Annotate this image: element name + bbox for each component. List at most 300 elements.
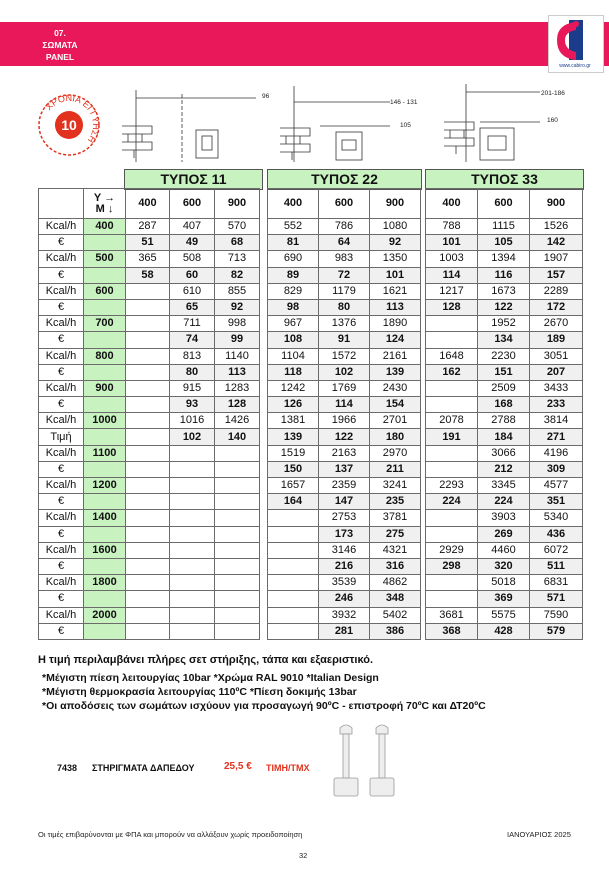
table-row (268, 591, 421, 607)
value-cell: 610 (170, 283, 215, 299)
value-cell: 60 (170, 267, 215, 283)
table-row (268, 526, 421, 542)
table-row (39, 316, 260, 332)
value-cell: 552 (268, 219, 319, 235)
value-cell: 1217 (426, 283, 478, 299)
length-cell (84, 267, 126, 283)
value-cell (126, 575, 170, 591)
unit-label: Kcal/h (39, 542, 84, 558)
value-cell: 3146 (319, 542, 370, 558)
unit-label: Kcal/h (39, 316, 84, 332)
column-height: 900 (215, 189, 260, 219)
value-cell: 4577 (530, 478, 583, 494)
type11-drawing (122, 86, 272, 162)
table-row (268, 413, 421, 429)
value-cell: 92 (215, 299, 260, 315)
accessory-price-unit: ΤΙΜΗ/ΤΜΧ (266, 763, 310, 773)
value-cell: 74 (170, 332, 215, 348)
length-cell (84, 332, 126, 348)
table-row (268, 478, 421, 494)
value-cell: 508 (170, 251, 215, 267)
value-cell (126, 494, 170, 510)
value-cell: 1376 (319, 316, 370, 332)
column-height: 400 (126, 189, 170, 219)
value-cell (426, 316, 478, 332)
floor-stand-image (326, 722, 406, 802)
value-cell: 436 (530, 526, 583, 542)
value-cell: 690 (268, 251, 319, 267)
value-cell: 2670 (530, 316, 583, 332)
value-cell: 1907 (530, 251, 583, 267)
table-row (426, 542, 583, 558)
value-cell: 287 (126, 219, 170, 235)
table-row (426, 267, 583, 283)
value-cell: 49 (170, 235, 215, 251)
value-cell: 1104 (268, 348, 319, 364)
table-row (426, 478, 583, 494)
unit-label: € (39, 591, 84, 607)
unit-label: € (39, 558, 84, 574)
table-row (426, 429, 583, 445)
footer-date: ΙΑΝΟΥΑΡΙΟΣ 2025 (507, 830, 571, 839)
value-cell (426, 380, 478, 396)
value-cell (268, 591, 319, 607)
value-cell: 235 (370, 494, 421, 510)
axis-label (84, 189, 126, 219)
value-cell (170, 494, 215, 510)
value-cell: 147 (319, 494, 370, 510)
table-row (426, 461, 583, 477)
value-cell: 570 (215, 219, 260, 235)
value-cell (268, 542, 319, 558)
table-row (268, 364, 421, 380)
value-cell (215, 478, 260, 494)
value-cell: 172 (530, 299, 583, 315)
value-cell: 711 (170, 316, 215, 332)
warranty-badge (36, 92, 102, 158)
unit-label: Kcal/h (39, 607, 84, 623)
value-cell: 118 (268, 364, 319, 380)
length-cell: 1000 (84, 413, 126, 429)
table-row (39, 575, 260, 591)
value-cell: 207 (530, 364, 583, 380)
column-height: 600 (170, 189, 215, 219)
table-row (39, 542, 260, 558)
value-cell (170, 575, 215, 591)
table-row (268, 397, 421, 413)
chapter-number: 07. (54, 28, 66, 38)
spec-line-2: *Μέγιστη θερμοκρασία λειτουργίας 110ºC *Πίεση δοκιμής 13bar (42, 686, 357, 698)
value-cell (126, 461, 170, 477)
value-cell (215, 526, 260, 542)
value-cell (426, 332, 478, 348)
value-cell: 269 (478, 526, 530, 542)
column-height: 600 (478, 189, 530, 219)
value-cell (426, 510, 478, 526)
value-cell: 233 (530, 397, 583, 413)
value-cell: 154 (370, 397, 421, 413)
unit-label: € (39, 397, 84, 413)
value-cell: 1080 (370, 219, 421, 235)
table-row (268, 461, 421, 477)
value-cell: 5018 (478, 575, 530, 591)
value-cell: 571 (530, 591, 583, 607)
value-cell: 5402 (370, 607, 421, 623)
table-row (268, 235, 421, 251)
table-row (39, 251, 260, 267)
length-cell: 800 (84, 348, 126, 364)
spec-line-1: *Μέγιστη πίεση λειτουργίας 10bar *Χρώμα RAL 9010 *Italian Design (42, 672, 379, 684)
value-cell (215, 591, 260, 607)
value-cell (126, 283, 170, 299)
dim-type33-b: 160 (547, 117, 558, 124)
value-cell: 81 (268, 235, 319, 251)
value-cell: 348 (370, 591, 421, 607)
table-row (39, 445, 260, 461)
axis-y: Y → (93, 191, 116, 204)
header-row (39, 189, 260, 219)
value-cell (170, 542, 215, 558)
type11-title: ΤΥΠΟΣ 11 (124, 169, 263, 190)
value-cell: 102 (319, 364, 370, 380)
unit-label: € (39, 235, 84, 251)
value-cell: 216 (319, 558, 370, 574)
table-row (426, 591, 583, 607)
value-cell: 3539 (319, 575, 370, 591)
column-height: 900 (530, 189, 583, 219)
table-row (268, 445, 421, 461)
value-cell: 829 (268, 283, 319, 299)
value-cell: 105 (478, 235, 530, 251)
length-cell: 600 (84, 283, 126, 299)
value-cell (126, 526, 170, 542)
length-cell: 1200 (84, 478, 126, 494)
value-cell: 102 (170, 429, 215, 445)
length-cell: 1400 (84, 510, 126, 526)
value-cell (426, 461, 478, 477)
length-cell (84, 429, 126, 445)
value-cell: 3903 (478, 510, 530, 526)
length-cell: 900 (84, 380, 126, 396)
table-row (426, 494, 583, 510)
value-cell: 2788 (478, 413, 530, 429)
warranty-years: 10 (61, 117, 77, 133)
unit-label: € (39, 526, 84, 542)
value-cell: 5340 (530, 510, 583, 526)
table-row (426, 575, 583, 591)
value-cell: 386 (370, 623, 421, 639)
value-cell: 3781 (370, 510, 421, 526)
value-cell: 114 (426, 267, 478, 283)
value-cell (126, 332, 170, 348)
value-cell (215, 445, 260, 461)
value-cell: 6831 (530, 575, 583, 591)
table-row (426, 348, 583, 364)
price-includes-note: Η τιμή περιλαμβάνει πλήρες σετ στήριξης, τάπα και εξαεριστικό. (38, 654, 374, 666)
value-cell (268, 510, 319, 526)
value-cell: 211 (370, 461, 421, 477)
value-cell: 246 (319, 591, 370, 607)
value-cell: 3051 (530, 348, 583, 364)
value-cell (170, 510, 215, 526)
value-cell: 72 (319, 267, 370, 283)
value-cell (126, 623, 170, 639)
value-cell: 142 (530, 235, 583, 251)
column-height: 400 (426, 189, 478, 219)
value-cell (126, 397, 170, 413)
value-cell: 2509 (478, 380, 530, 396)
value-cell: 124 (370, 332, 421, 348)
value-cell (126, 542, 170, 558)
value-cell: 126 (268, 397, 319, 413)
unit-label: € (39, 623, 84, 639)
value-cell: 113 (215, 364, 260, 380)
table-row (39, 348, 260, 364)
length-cell (84, 623, 126, 639)
unit-label: Kcal/h (39, 283, 84, 299)
unit-label: € (39, 364, 84, 380)
value-cell: 7590 (530, 607, 583, 623)
value-cell (215, 542, 260, 558)
value-cell: 2753 (319, 510, 370, 526)
value-cell: 164 (268, 494, 319, 510)
table-row (426, 607, 583, 623)
dim-type22-a: 146 - 131 (390, 99, 418, 106)
table-row (39, 623, 260, 639)
value-cell: 407 (170, 219, 215, 235)
table-row (39, 267, 260, 283)
unit-label: Kcal/h (39, 413, 84, 429)
value-cell: 998 (215, 316, 260, 332)
value-cell: 1769 (319, 380, 370, 396)
footer-disclaimer: Οι τιμές επιβαρύνονται με ΦΠΑ και μπορούν να αλλάξουν χωρίς προειδοποίηση (38, 830, 303, 839)
value-cell: 3814 (530, 413, 583, 429)
value-cell: 3433 (530, 380, 583, 396)
header-row (268, 189, 421, 219)
unit-label: Kcal/h (39, 219, 84, 235)
table-row (426, 299, 583, 315)
value-cell: 2289 (530, 283, 583, 299)
value-cell: 80 (170, 364, 215, 380)
value-cell: 298 (426, 558, 478, 574)
value-cell: 139 (268, 429, 319, 445)
value-cell: 212 (478, 461, 530, 477)
value-cell (126, 364, 170, 380)
value-cell: 58 (126, 267, 170, 283)
value-cell (215, 607, 260, 623)
value-cell: 139 (370, 364, 421, 380)
value-cell: 224 (426, 494, 478, 510)
table-row (426, 397, 583, 413)
value-cell: 368 (426, 623, 478, 639)
table-row (426, 219, 583, 235)
table-row (426, 445, 583, 461)
value-cell: 2163 (319, 445, 370, 461)
value-cell: 173 (319, 526, 370, 542)
value-cell: 967 (268, 316, 319, 332)
value-cell (170, 461, 215, 477)
value-cell: 168 (478, 397, 530, 413)
value-cell: 1966 (319, 413, 370, 429)
table-row (39, 413, 260, 429)
value-cell (268, 623, 319, 639)
value-cell: 89 (268, 267, 319, 283)
value-cell: 2161 (370, 348, 421, 364)
table-row (426, 316, 583, 332)
value-cell: 4321 (370, 542, 421, 558)
table-row (426, 283, 583, 299)
type22-table (267, 188, 421, 640)
unit-label: Τιμή (39, 429, 84, 445)
table-row (426, 235, 583, 251)
value-cell (215, 494, 260, 510)
value-cell: 80 (319, 299, 370, 315)
value-cell: 786 (319, 219, 370, 235)
table-row (268, 316, 421, 332)
length-cell (84, 558, 126, 574)
table-row (268, 510, 421, 526)
value-cell (170, 558, 215, 574)
table-row (39, 461, 260, 477)
value-cell: 788 (426, 219, 478, 235)
dim-type11: 96 (262, 93, 270, 100)
table-row (426, 364, 583, 380)
value-cell: 1952 (478, 316, 530, 332)
length-cell (84, 461, 126, 477)
length-cell: 400 (84, 219, 126, 235)
value-cell: 428 (478, 623, 530, 639)
length-cell (84, 526, 126, 542)
value-cell: 511 (530, 558, 583, 574)
accessory-name: ΣΤΗΡΙΓΜΑΤΑ ΔΑΠΕΔΟΥ (92, 763, 195, 773)
value-cell: 1526 (530, 219, 583, 235)
value-cell (426, 445, 478, 461)
value-cell: 1673 (478, 283, 530, 299)
length-cell: 700 (84, 316, 126, 332)
value-cell (126, 380, 170, 396)
table-row (39, 558, 260, 574)
value-cell (215, 510, 260, 526)
value-cell: 1115 (478, 219, 530, 235)
unit-label: Kcal/h (39, 575, 84, 591)
table-row (268, 542, 421, 558)
value-cell: 281 (319, 623, 370, 639)
value-cell (170, 445, 215, 461)
unit-label: Kcal/h (39, 510, 84, 526)
value-cell (426, 591, 478, 607)
table-row (268, 251, 421, 267)
value-cell: 224 (478, 494, 530, 510)
value-cell: 2293 (426, 478, 478, 494)
value-cell (268, 526, 319, 542)
table-row (426, 380, 583, 396)
column-height: 600 (319, 189, 370, 219)
value-cell: 189 (530, 332, 583, 348)
value-cell: 51 (126, 235, 170, 251)
table-row (39, 429, 260, 445)
value-cell: 1140 (215, 348, 260, 364)
table-row (268, 299, 421, 315)
dim-type22-b: 105 (400, 122, 411, 129)
value-cell (126, 429, 170, 445)
value-cell: 351 (530, 494, 583, 510)
value-cell: 128 (426, 299, 478, 315)
value-cell: 180 (370, 429, 421, 445)
length-cell (84, 364, 126, 380)
unit-label: Kcal/h (39, 251, 84, 267)
value-cell (268, 575, 319, 591)
table-row (268, 348, 421, 364)
value-cell: 2970 (370, 445, 421, 461)
header-row (426, 189, 583, 219)
value-cell: 271 (530, 429, 583, 445)
value-cell (215, 623, 260, 639)
table-row (426, 413, 583, 429)
logo-icon (549, 16, 603, 64)
value-cell: 64 (319, 235, 370, 251)
length-cell (84, 494, 126, 510)
value-cell: 1519 (268, 445, 319, 461)
value-cell: 1621 (370, 283, 421, 299)
table-row (39, 283, 260, 299)
value-cell: 4862 (370, 575, 421, 591)
value-cell: 5575 (478, 607, 530, 623)
value-cell: 184 (478, 429, 530, 445)
value-cell: 1003 (426, 251, 478, 267)
value-cell (126, 445, 170, 461)
value-cell: 3681 (426, 607, 478, 623)
section-title: ΣΩΜΑΤΑ (42, 40, 78, 50)
value-cell: 162 (426, 364, 478, 380)
value-cell: 122 (319, 429, 370, 445)
unit-label: Kcal/h (39, 380, 84, 396)
value-cell (426, 397, 478, 413)
value-cell: 713 (215, 251, 260, 267)
value-cell: 128 (215, 397, 260, 413)
value-cell: 6072 (530, 542, 583, 558)
value-cell (126, 558, 170, 574)
table-row (39, 526, 260, 542)
table-row (39, 591, 260, 607)
table-row (426, 510, 583, 526)
value-cell: 1016 (170, 413, 215, 429)
value-cell (126, 413, 170, 429)
value-cell: 151 (478, 364, 530, 380)
page-number: 32 (299, 851, 308, 860)
value-cell: 2078 (426, 413, 478, 429)
value-cell (426, 526, 478, 542)
value-cell: 2359 (319, 478, 370, 494)
value-cell: 275 (370, 526, 421, 542)
value-cell (126, 607, 170, 623)
value-cell: 108 (268, 332, 319, 348)
value-cell (170, 623, 215, 639)
value-cell: 1179 (319, 283, 370, 299)
value-cell: 915 (170, 380, 215, 396)
unit-label: € (39, 267, 84, 283)
value-cell: 1242 (268, 380, 319, 396)
table-row (268, 219, 421, 235)
table-row (268, 623, 421, 639)
unit-label: Kcal/h (39, 445, 84, 461)
unit-label: Kcal/h (39, 348, 84, 364)
length-cell (84, 235, 126, 251)
value-cell: 157 (530, 267, 583, 283)
table-row (268, 380, 421, 396)
value-cell (170, 526, 215, 542)
table-row (39, 397, 260, 413)
table-row (39, 380, 260, 396)
